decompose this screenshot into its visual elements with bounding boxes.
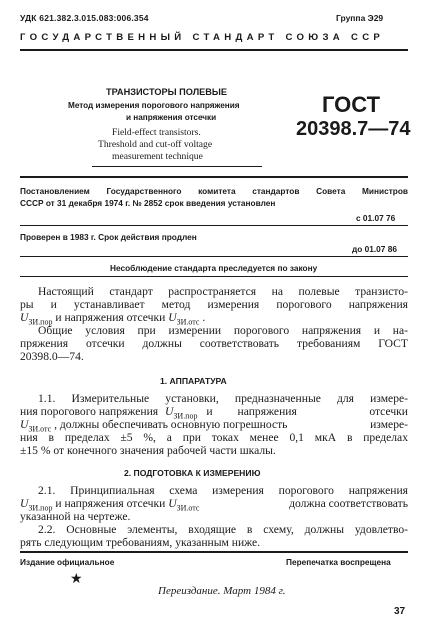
s1-text: ния порогового напряжения (20, 405, 159, 418)
star-icon: ★ (70, 572, 83, 587)
section1-heading: 1. АППАРАТУРА (160, 376, 227, 386)
section2-line5: рять следующим требованиям, указанным ниже. (20, 536, 261, 549)
intro-line4: Общие условия при измерении порогового напряжения и на- (38, 324, 408, 337)
checked-note: Проверен в 1983 г. Срок действия продлен (20, 232, 197, 242)
udk-code: УДК 621.382.3.015.083:006.354 (20, 13, 149, 23)
s2-text: и напряжения отсечки (55, 497, 166, 510)
symbol-u: U (168, 311, 177, 324)
section1-line4: ния в пределах ±5 %, а при токах менее 0,1 мкА в пределах (20, 431, 408, 444)
reprint-prohibited: Перепечатка воспрещена (286, 557, 391, 567)
decree-top-rule (20, 176, 408, 178)
decree-line1: Постановлением Государственного комитета стандартов Совета Министров (20, 186, 408, 196)
symbol-subscript: ЗИ.отс (28, 424, 52, 434)
section1-line1: 1.1. Измерительные установки, предназначенные для измере- (38, 392, 408, 405)
effective-date: с 01.07 76 (356, 213, 396, 223)
gost-label: ГОСТ (322, 92, 381, 117)
symbol-subscript: ЗИ.пор (28, 503, 53, 513)
state-standard-title: ГОСУДАРСТВЕННЫЙ СТАНДАРТ СОЮЗА ССР (20, 32, 385, 43)
s1-text: отсечки (369, 405, 408, 418)
extended-until-date: до 01.07 86 (352, 244, 397, 254)
page-number: 37 (394, 606, 406, 617)
header-rule (20, 49, 408, 51)
section1-line5: ±15 % от конечного значения рабочей части шкалы. (20, 444, 276, 457)
english-title-line3: measurement technique (112, 151, 203, 162)
english-title-line1: Field-effect transistors. (112, 127, 201, 138)
s1-text: измере- (370, 418, 408, 431)
symbol-subscript: ЗИ.пор (173, 411, 198, 421)
legal-warning: Несоблюдение стандарта преследуется по закону (110, 263, 318, 273)
reissue-note: Переиздание. Март 1984 г. (158, 585, 286, 597)
s1-text: , должны обеспечивать основную погрешность (54, 418, 288, 431)
s1-text: и (206, 405, 213, 418)
decree-rule-2 (20, 256, 408, 257)
symbol-u: U (20, 418, 29, 431)
s2-text: должна соответствовать (289, 497, 408, 510)
decree-line2: СССР от 31 декабря 1974 г. № 2852 срок введения установлен (20, 198, 276, 208)
intro-line5: пряжения отсечки должны соответствовать требованиям ГОСТ (20, 337, 408, 350)
symbol-u: U (165, 405, 174, 418)
intro-line1: Настоящий стандарт распространяется на полевые транзисто- (38, 285, 408, 298)
footer-rule (20, 551, 408, 553)
standard-title: ТРАНЗИСТОРЫ ПОЛЕВЫЕ (106, 87, 228, 97)
section2-line3: указанной на чертеже. (20, 510, 131, 523)
section2-heading: 2. ПОДГОТОВКА К ИЗМЕРЕНИЮ (124, 468, 261, 478)
group-code: Группа Э29 (336, 13, 384, 23)
gost-number: 20398.7—74 (296, 118, 411, 140)
intro-text: . (202, 311, 206, 324)
symbol-subscript: ЗИ.отс (176, 503, 200, 513)
decree-rule-1 (20, 225, 408, 226)
section2-line4: 2.2. Основные элементы, входящие в схему, должны удовлетво- (38, 523, 408, 536)
symbol-subscript: ЗИ.отс (176, 317, 200, 327)
s1-text: напряжения (237, 405, 297, 418)
standard-subtitle-line2: и напряжения отсечки (126, 113, 217, 122)
intro-line6: 20398.0—74. (20, 350, 84, 363)
symbol-u: U (168, 497, 177, 510)
english-title-line2: Threshold and cut-off voltage (98, 139, 213, 150)
symbol-u: U (20, 311, 29, 324)
symbol-u: U (20, 497, 29, 510)
intro-line2: ры и устанавливает метод измерения порогового напряжения (20, 298, 408, 311)
title-separator (92, 166, 262, 167)
intro-text: и напряжения отсечки (55, 311, 166, 324)
symbol-subscript: ЗИ.пор (28, 317, 53, 327)
official-edition: Издание официальное (20, 557, 115, 567)
warning-rule (20, 276, 408, 277)
section2-line1: 2.1. Принципиальная схема измерения порогового напряжения (38, 484, 408, 497)
standard-subtitle-line1: Метод измерения порогового напряжения (68, 101, 240, 110)
